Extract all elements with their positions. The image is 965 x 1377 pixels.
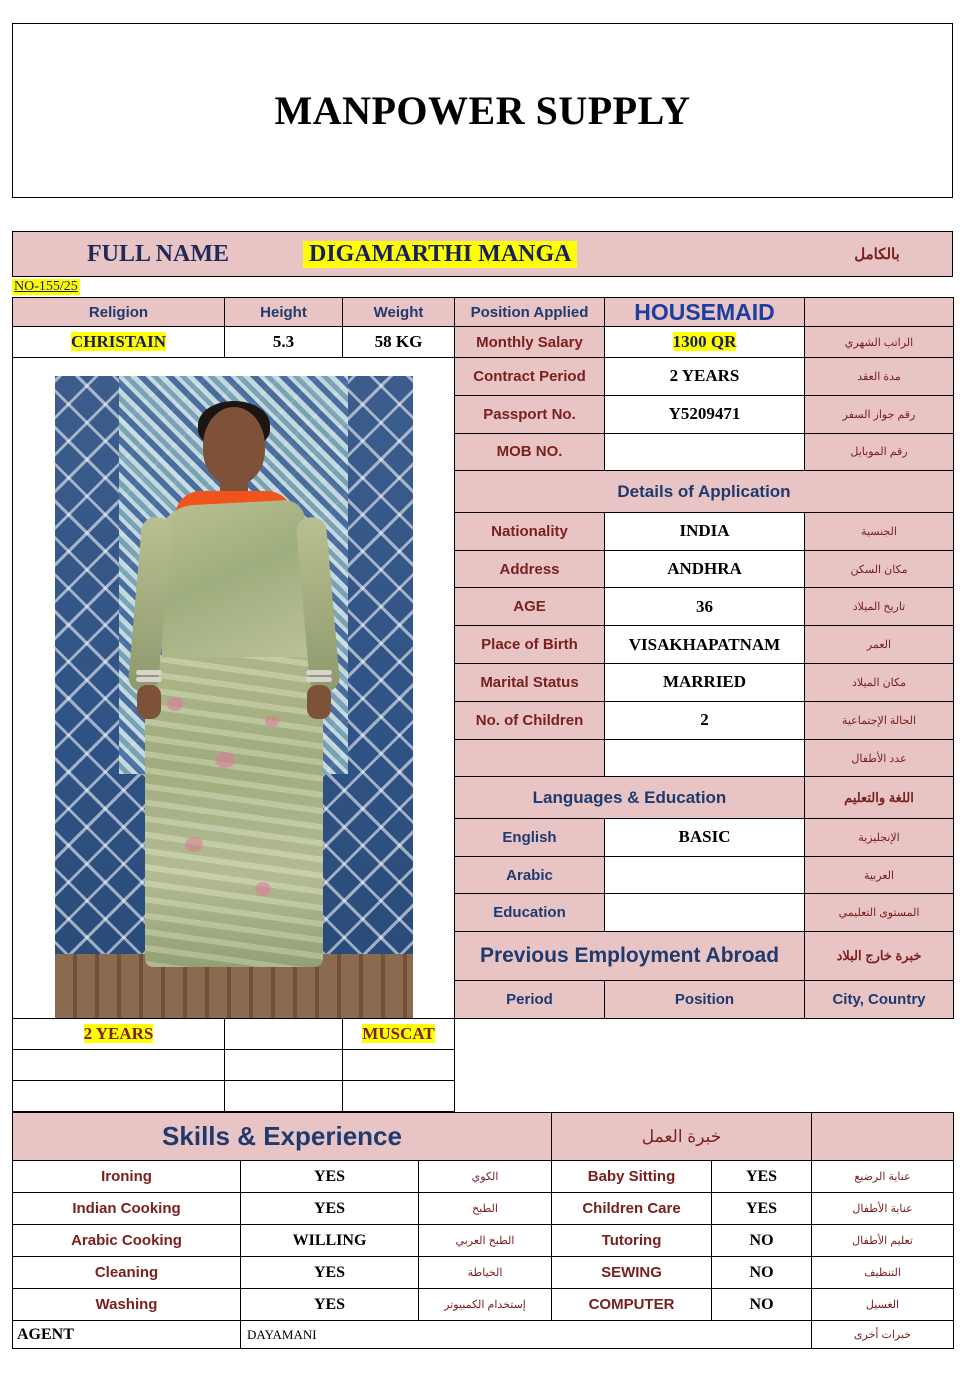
skill-label-ironing: Ironing [13, 1161, 241, 1193]
skill-label-baby-sitting: Baby Sitting [552, 1161, 712, 1193]
monthly-salary-text: 1300 QR [672, 332, 737, 351]
reference-no-row [12, 277, 953, 297]
previous-period-2 [13, 1050, 225, 1081]
height-value: 5.3 [225, 327, 343, 358]
nationality-label: Nationality [455, 512, 605, 550]
previous-employment-row-1 [13, 1019, 954, 1050]
previous-position-3 [225, 1081, 343, 1112]
skills-title-arabic-cell [552, 1113, 812, 1161]
mob-no-arabic: رقم الموبايل [805, 433, 954, 471]
position-column-header: Position [605, 981, 805, 1019]
previous-city-country-2 [343, 1050, 455, 1081]
previous-period-3 [13, 1081, 225, 1112]
age-arabic: تاريخ الميلاد [805, 588, 954, 626]
weight-value: 58 KG [343, 327, 455, 358]
document-title-box [12, 23, 953, 198]
marital-status-label: Marital Status [455, 664, 605, 702]
skill-label-cleaning: Cleaning [13, 1257, 241, 1289]
skill-value-baby-sitting: YES [712, 1161, 812, 1193]
skill-arabic-ironing: الكوي [419, 1161, 552, 1193]
contract-period-label: Contract Period [455, 358, 605, 396]
skill-label-tutoring: Tutoring [552, 1225, 712, 1257]
full-name-value: DIGAMARTHI MANGA [303, 241, 577, 268]
skill-value-ironing: YES [241, 1161, 419, 1193]
previous-city-country-3 [343, 1081, 455, 1112]
monthly-salary-arabic: الراتب الشهري [805, 327, 954, 358]
skill-arabic-baby-sitting: عناية الرضيع [812, 1161, 954, 1193]
page-title: MANPOWER SUPPLY [274, 88, 691, 133]
religion-value [13, 327, 225, 358]
photo-hand-right [307, 685, 331, 719]
skill-value-computer: NO [712, 1289, 812, 1321]
arabic-value [605, 856, 805, 894]
marital-status-value: MARRIED [605, 664, 805, 702]
details-blank-arabic: عدد الأطفال [805, 739, 954, 777]
position-applied-value [605, 298, 805, 327]
previous-period-1: 2 YEARS [13, 1019, 225, 1050]
skills-title: Skills & Experience [162, 1121, 402, 1151]
height-header: Height [225, 298, 343, 327]
english-value: BASIC [605, 818, 805, 856]
address-label: Address [455, 550, 605, 588]
skill-arabic-computer: الغسيل [812, 1289, 954, 1321]
basic-header-row [13, 298, 954, 327]
full-name-row [12, 231, 953, 277]
previous-position-2 [225, 1050, 343, 1081]
nationality-arabic: الجنسية [805, 512, 954, 550]
reference-no: NO-155/25 [14, 279, 78, 294]
place-of-birth-value: VISAKHAPATNAM [605, 626, 805, 664]
skill-arabic-washing: إستخدام الكمبيوتر [419, 1289, 552, 1321]
passport-no-value: Y5209471 [605, 395, 805, 433]
applicant-photo [55, 376, 413, 1018]
skill-arabic-indian-cooking: الطبخ [419, 1193, 552, 1225]
address-arabic: مكان السكن [805, 550, 954, 588]
photo-frame [13, 358, 454, 1018]
agent-label: AGENT [13, 1321, 241, 1349]
religion-header: Religion [13, 298, 225, 327]
photo-hand-left [137, 685, 161, 719]
weight-header: Weight [343, 298, 455, 327]
previous-position-1 [225, 1019, 343, 1050]
previous-city-country-1: MUSCAT [343, 1019, 455, 1050]
marital-status-arabic: مكان الميلاد [805, 664, 954, 702]
skill-arabic-children-care: عناية الأطفال [812, 1193, 954, 1225]
details-blank-label [455, 739, 605, 777]
photo-head [203, 407, 265, 485]
skill-label-children-care: Children Care [552, 1193, 712, 1225]
skill-value-cleaning: YES [241, 1257, 419, 1289]
place-of-birth-label: Place of Birth [455, 626, 605, 664]
skill-value-tutoring: NO [712, 1225, 812, 1257]
skill-value-washing: YES [241, 1289, 419, 1321]
skill-label-sewing: SEWING [552, 1257, 712, 1289]
skill-arabic-cleaning: الخياطة [419, 1257, 552, 1289]
position-applied-text: HOUSEMAID [634, 298, 775, 325]
education-arabic: المستوى التعليمي [805, 894, 954, 932]
full-name-value-wrap [303, 241, 802, 268]
skill-row [13, 1289, 954, 1321]
age-value: 36 [605, 588, 805, 626]
skill-arabic-arabic-cooking: الطبخ العربي [419, 1225, 552, 1257]
basic-value-row [13, 327, 954, 358]
no-of-children-arabic: الحالة الإجتماعية [805, 701, 954, 739]
previous-employment-row-3 [13, 1081, 954, 1112]
period-column-header: Period [455, 981, 605, 1019]
skill-arabic-sewing: التنظيف [812, 1257, 954, 1289]
mob-no-label: MOB NO. [455, 433, 605, 471]
header-blank-arabic [805, 298, 954, 327]
age-label: AGE [455, 588, 605, 626]
religion-text: CHRISTAIN [70, 332, 167, 351]
previous-employment-header: Previous Employment Abroad [455, 932, 805, 981]
english-arabic: الإنجليزية [805, 818, 954, 856]
skill-value-children-care: YES [712, 1193, 812, 1225]
place-of-birth-arabic: العمر [805, 626, 954, 664]
main-info-table [12, 297, 954, 1112]
details-section-header: Details of Application [455, 471, 954, 512]
skill-label-arabic-cooking: Arabic Cooking [13, 1225, 241, 1257]
skill-row [13, 1257, 954, 1289]
education-label: Education [455, 894, 605, 932]
skill-label-indian-cooking: Indian Cooking [13, 1193, 241, 1225]
skill-label-washing: Washing [13, 1289, 241, 1321]
full-name-label: FULL NAME [86, 240, 229, 267]
previous-employment-header-arabic: خبرة خارج البلاد [805, 932, 954, 981]
no-of-children-value: 2 [605, 701, 805, 739]
skill-value-indian-cooking: YES [241, 1193, 419, 1225]
skill-arabic-tutoring: تعليم الأطفال [812, 1225, 954, 1257]
monthly-salary-label: Monthly Salary [455, 327, 605, 358]
skill-row [13, 1161, 954, 1193]
agent-value: DAYAMANI [241, 1321, 812, 1349]
education-value [605, 894, 805, 932]
skill-row [13, 1193, 954, 1225]
passport-no-label: Passport No. [455, 395, 605, 433]
contract-period-value: 2 YEARS [605, 358, 805, 396]
skills-title-arabic: خبرة العمل [641, 1126, 722, 1146]
skill-value-arabic-cooking: WILLING [241, 1225, 419, 1257]
passport-no-arabic: رقم جواز السفر [805, 395, 954, 433]
details-blank-value [605, 739, 805, 777]
english-label: English [455, 818, 605, 856]
nationality-value: INDIA [605, 512, 805, 550]
skill-value-sewing: NO [712, 1257, 812, 1289]
photo-person [129, 407, 339, 967]
position-applied-header: Position Applied [455, 298, 605, 327]
photo-and-details-row [13, 358, 954, 396]
agent-row [13, 1321, 954, 1349]
arabic-label: Arabic [455, 856, 605, 894]
languages-section-header: Languages & Education [455, 777, 805, 818]
skills-title-cell [13, 1113, 552, 1161]
city-country-column-header: City, Country [805, 981, 954, 1019]
skill-row [13, 1225, 954, 1257]
arabic-arabic: العربية [805, 856, 954, 894]
previous-employment-row-2 [13, 1050, 954, 1081]
mob-no-value [605, 433, 805, 471]
photo-saree-lower [145, 657, 323, 967]
full-name-arabic: بالكامل [854, 246, 900, 263]
monthly-salary-value [605, 327, 805, 358]
languages-section-header-arabic: اللغة والتعليم [805, 777, 954, 818]
skill-label-computer: COMPUTER [552, 1289, 712, 1321]
agent-arabic: خبرات أخرى [812, 1321, 954, 1349]
no-of-children-label: No. of Children [455, 701, 605, 739]
skills-table [12, 1112, 954, 1349]
skills-header-row [13, 1113, 954, 1161]
skills-header-blank [812, 1113, 954, 1161]
contract-period-arabic: مدة العقد [805, 358, 954, 396]
applicant-photo-cell [13, 358, 455, 1019]
address-value: ANDHRA [605, 550, 805, 588]
